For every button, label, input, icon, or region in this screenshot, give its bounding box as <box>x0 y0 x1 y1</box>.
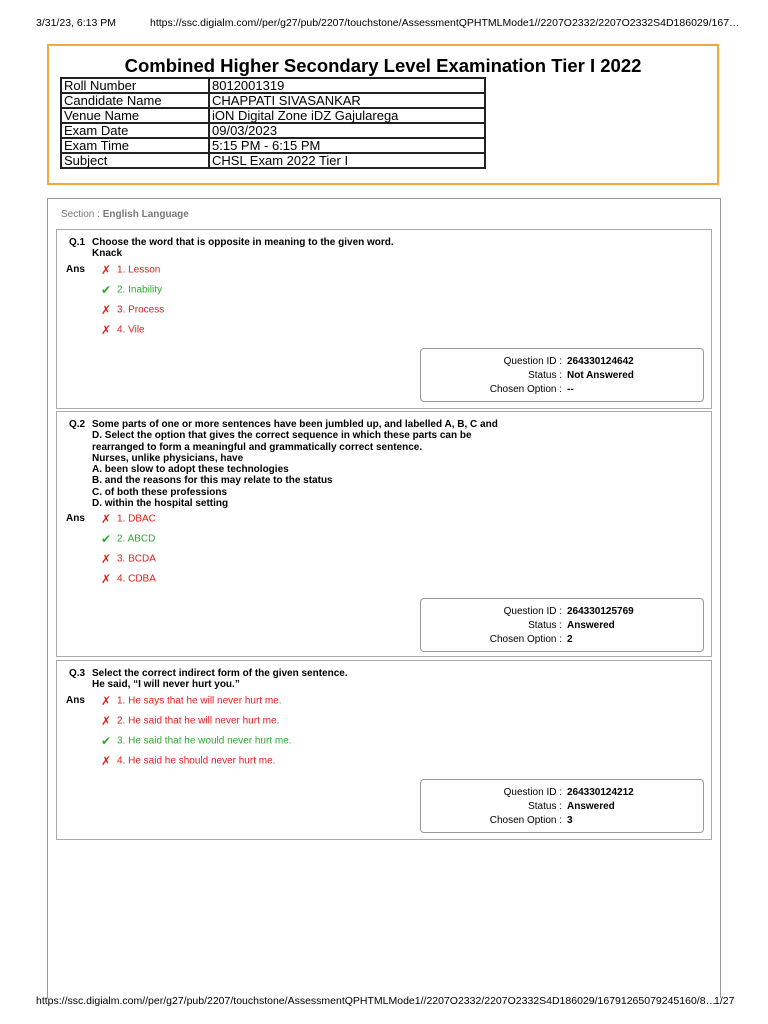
check-icon: ✔ <box>101 734 112 748</box>
question-paper-panel <box>47 198 721 998</box>
candidate-value: 5:15 PM - 6:15 PM <box>209 138 485 153</box>
candidate-label: Roll Number <box>61 78 209 93</box>
option-text: 3. Process <box>117 304 165 316</box>
option-wrong <box>101 714 279 728</box>
chosen-option-value: 2 <box>567 634 573 645</box>
cross-icon: ✗ <box>101 512 112 526</box>
cross-icon: ✗ <box>101 303 112 317</box>
candidate-label: Exam Time <box>61 138 209 153</box>
option-text: 1. Lesson <box>117 264 161 276</box>
page-number: 1/27 <box>714 995 735 1007</box>
question-text <box>92 668 348 691</box>
question-card <box>56 411 712 657</box>
candidate-value: CHSL Exam 2022 Tier I <box>209 153 485 168</box>
option-wrong <box>101 754 275 768</box>
question-line: Knack <box>92 248 123 260</box>
cross-icon: ✗ <box>101 263 112 277</box>
question-id-value: 264330124212 <box>567 787 634 798</box>
option-text: 4. He said he should never hurt me. <box>117 755 276 767</box>
option-wrong <box>101 512 156 526</box>
option-wrong <box>101 694 282 708</box>
option-text: 3. BCDA <box>117 553 156 565</box>
question-line: He said, “I will never hurt you.” <box>92 679 240 691</box>
question-id-label: Question ID : <box>503 787 562 798</box>
option-wrong <box>101 572 156 586</box>
status-label: Status : <box>528 801 562 812</box>
ans-label: Ans <box>66 513 85 524</box>
status-value: Not Answered <box>567 370 634 381</box>
candidate-value: 09/03/2023 <box>209 123 485 138</box>
question-id-label: Question ID : <box>503 606 562 617</box>
print-url-bottom: https://ssc.digialm.com//per/g27/pub/2207/touchstone/AssessmentQPHTMLMode1//2207O2332/2207O2332S4D186029/16791265079245160/8… <box>36 995 717 1007</box>
print-url-top: https://ssc.digialm.com//per/g27/pub/2207/touchstone/AssessmentQPHTMLMode1//2207O2332/2207O2332S4D186029/167… <box>150 17 740 29</box>
candidate-table <box>60 77 486 169</box>
chosen-option-label: Chosen Option : <box>489 815 562 826</box>
candidate-row <box>61 153 485 168</box>
cross-icon: ✗ <box>101 572 112 586</box>
cross-icon: ✗ <box>101 323 112 337</box>
option-correct <box>101 734 292 748</box>
question-line: A. been slow to adopt these technologies <box>92 464 289 476</box>
candidate-info-box <box>47 44 719 185</box>
option-correct <box>101 283 162 297</box>
question-line: rearranged to form a meaningful and grammatically correct sentence. <box>92 441 423 453</box>
question-line: Select the correct indirect form of the given sentence. <box>92 668 348 679</box>
chosen-option-value: 3 <box>567 815 573 826</box>
ans-label: Ans <box>66 695 85 706</box>
check-icon: ✔ <box>101 283 112 297</box>
option-text: 4. Vile <box>117 324 145 336</box>
option-text: 1. He says that he will never hurt me. <box>117 695 282 707</box>
question-number: Q.1 <box>69 237 86 248</box>
question-info-box <box>420 348 704 402</box>
section-heading <box>61 209 189 220</box>
question-line: Some parts of one or more sentences have been jumbled up, and labelled A, B, C and <box>92 419 498 430</box>
option-wrong <box>101 303 164 317</box>
chosen-option-label: Chosen Option : <box>489 634 562 645</box>
candidate-label: Candidate Name <box>61 93 209 108</box>
question-line: D. within the hospital setting <box>92 498 229 510</box>
option-wrong <box>101 552 156 566</box>
question-line: C. of both these professions <box>92 486 228 498</box>
cross-icon: ✗ <box>101 754 112 768</box>
candidate-row <box>61 123 485 138</box>
question-line: Nurses, unlike physicians, have <box>92 452 244 464</box>
status-value: Answered <box>567 620 615 631</box>
option-wrong <box>101 263 160 277</box>
option-text: 1. DBAC <box>117 513 156 525</box>
question-info-box <box>420 779 704 833</box>
candidate-value: CHAPPATI SIVASANKAR <box>209 93 485 108</box>
question-line: Choose the word that is opposite in meaning to the given word. <box>92 237 394 248</box>
candidate-row <box>61 138 485 153</box>
ans-label: Ans <box>66 264 85 275</box>
section-name: English Language <box>102 209 189 220</box>
question-line: B. and the reasons for this may relate to the status <box>92 475 333 487</box>
cross-icon: ✗ <box>101 694 112 708</box>
option-text: 4. CDBA <box>117 573 156 585</box>
status-label: Status : <box>528 370 562 381</box>
candidate-value: 8012001319 <box>209 78 485 93</box>
question-id-label: Question ID : <box>503 356 562 367</box>
question-id-value: 264330125769 <box>567 606 634 617</box>
candidate-value: iON Digital Zone iDZ Gajularega <box>209 108 485 123</box>
cross-icon: ✗ <box>101 552 112 566</box>
option-text: 2. Inability <box>117 284 163 296</box>
candidate-label: Exam Date <box>61 123 209 138</box>
question-card <box>56 229 712 409</box>
question-number: Q.3 <box>69 668 86 679</box>
candidate-row <box>61 78 485 93</box>
question-text <box>92 237 394 260</box>
option-wrong <box>101 323 145 337</box>
candidate-label: Venue Name <box>61 108 209 123</box>
question-text <box>92 419 498 509</box>
question-info-box <box>420 598 704 652</box>
status-value: Answered <box>567 801 615 812</box>
question-id-value: 264330124642 <box>567 356 634 367</box>
status-label: Status : <box>528 620 562 631</box>
check-icon: ✔ <box>101 532 112 546</box>
cross-icon: ✗ <box>101 714 112 728</box>
option-text: 3. He said that he would never hurt me. <box>117 735 292 747</box>
print-datetime: 3/31/23, 6:13 PM <box>36 17 116 29</box>
chosen-option-label: Chosen Option : <box>489 384 562 395</box>
question-number: Q.2 <box>69 419 86 430</box>
question-line: D. Select the option that gives the correct sequence in which these parts can be <box>92 430 472 442</box>
exam-title: Combined Higher Secondary Level Examination Tier I 2022 <box>124 55 642 76</box>
option-text: 2. ABCD <box>117 533 156 545</box>
option-correct <box>101 532 155 546</box>
option-text: 2. He said that he will never hurt me. <box>117 715 280 727</box>
candidate-row <box>61 93 485 108</box>
candidate-label: Subject <box>61 153 209 168</box>
question-card <box>56 660 712 840</box>
chosen-option-value: -- <box>567 384 574 395</box>
candidate-row <box>61 108 485 123</box>
section-prefix: Section : <box>61 209 100 220</box>
